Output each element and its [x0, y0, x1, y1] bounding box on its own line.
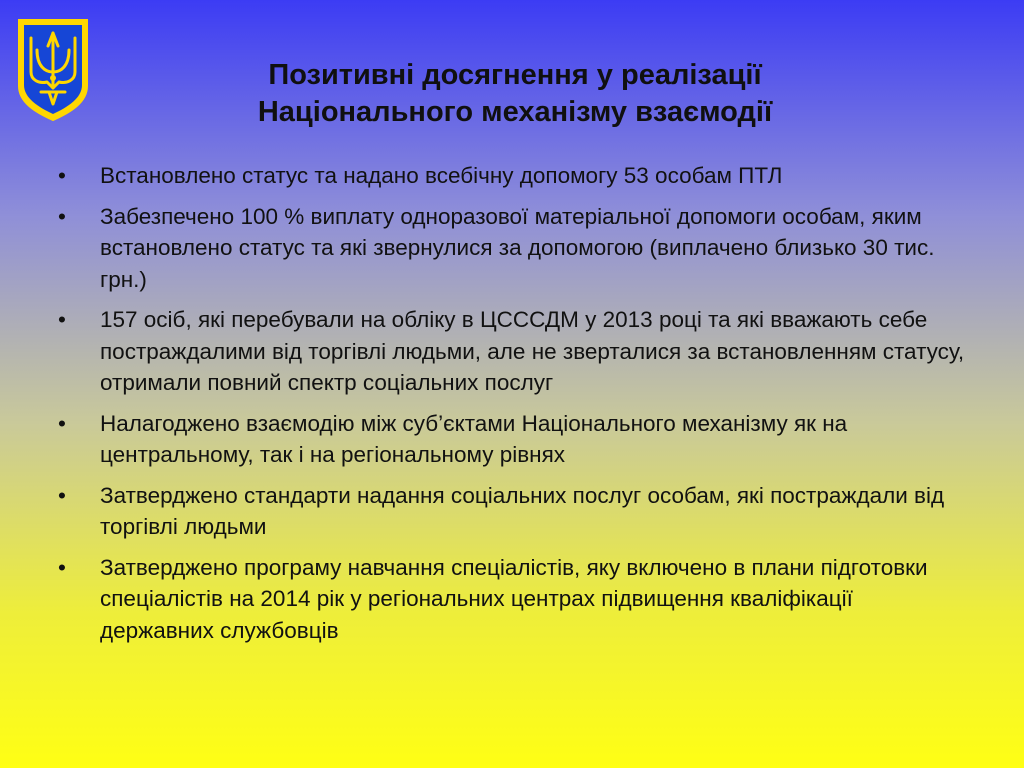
slide-title: [100, 57, 930, 131]
bullet-item: [56, 201, 971, 296]
slide-title-line-1: Позитивні досягнення у реалізації: [268, 59, 762, 91]
bullet-item: [56, 160, 971, 192]
bullet-text: Забезпечено 100 % виплату одноразової матеріальної допомоги особам, яким встановлено статус та які звернулися за допомогою (виплачено близько 30 тис. грн.): [100, 203, 935, 292]
bullet-text: 157 осіб, які перебували на обліку в ЦСССДМ у 2013 році та які вважають себе постраждалими від торгівлі людьми, але не зверталися за встановленням статусу, отримали повний спектр соціальних послуг: [100, 307, 965, 395]
bullet-list: [56, 160, 971, 655]
slide-title-line-2: Національного механізму взаємодії: [257, 96, 773, 128]
bullet-item: [56, 480, 971, 543]
bullet-marker: •: [58, 307, 66, 332]
bullet-marker: •: [58, 554, 66, 580]
bullet-text: Затверджено програму навчання спеціалістів, яку включено в плани підготовки спеціалістів на 2014 рік у регіональних центрах підвищення кваліфікації державних службовців: [100, 554, 928, 643]
bullet-marker: •: [58, 410, 66, 436]
bullet-marker: •: [58, 203, 66, 229]
bullet-item: [56, 408, 971, 471]
trident-coat-of-arms-icon: [15, 16, 91, 124]
bullet-text: Затверджено стандарти надання соціальних послуг особам, які постраждали від торгівлі людьми: [100, 482, 945, 539]
bullet-text: Налагоджено взаємодію між суб’єктами Національного механізму як на центральному, так і на регіональному рівнях: [100, 410, 848, 467]
bullet-marker: •: [58, 163, 66, 188]
bullet-item: [56, 304, 971, 399]
bullet-item: [56, 552, 971, 647]
bullet-text: Встановлено статус та надано всебічну допомогу 53 особам ПТЛ: [100, 163, 783, 188]
bullet-marker: •: [58, 482, 66, 508]
